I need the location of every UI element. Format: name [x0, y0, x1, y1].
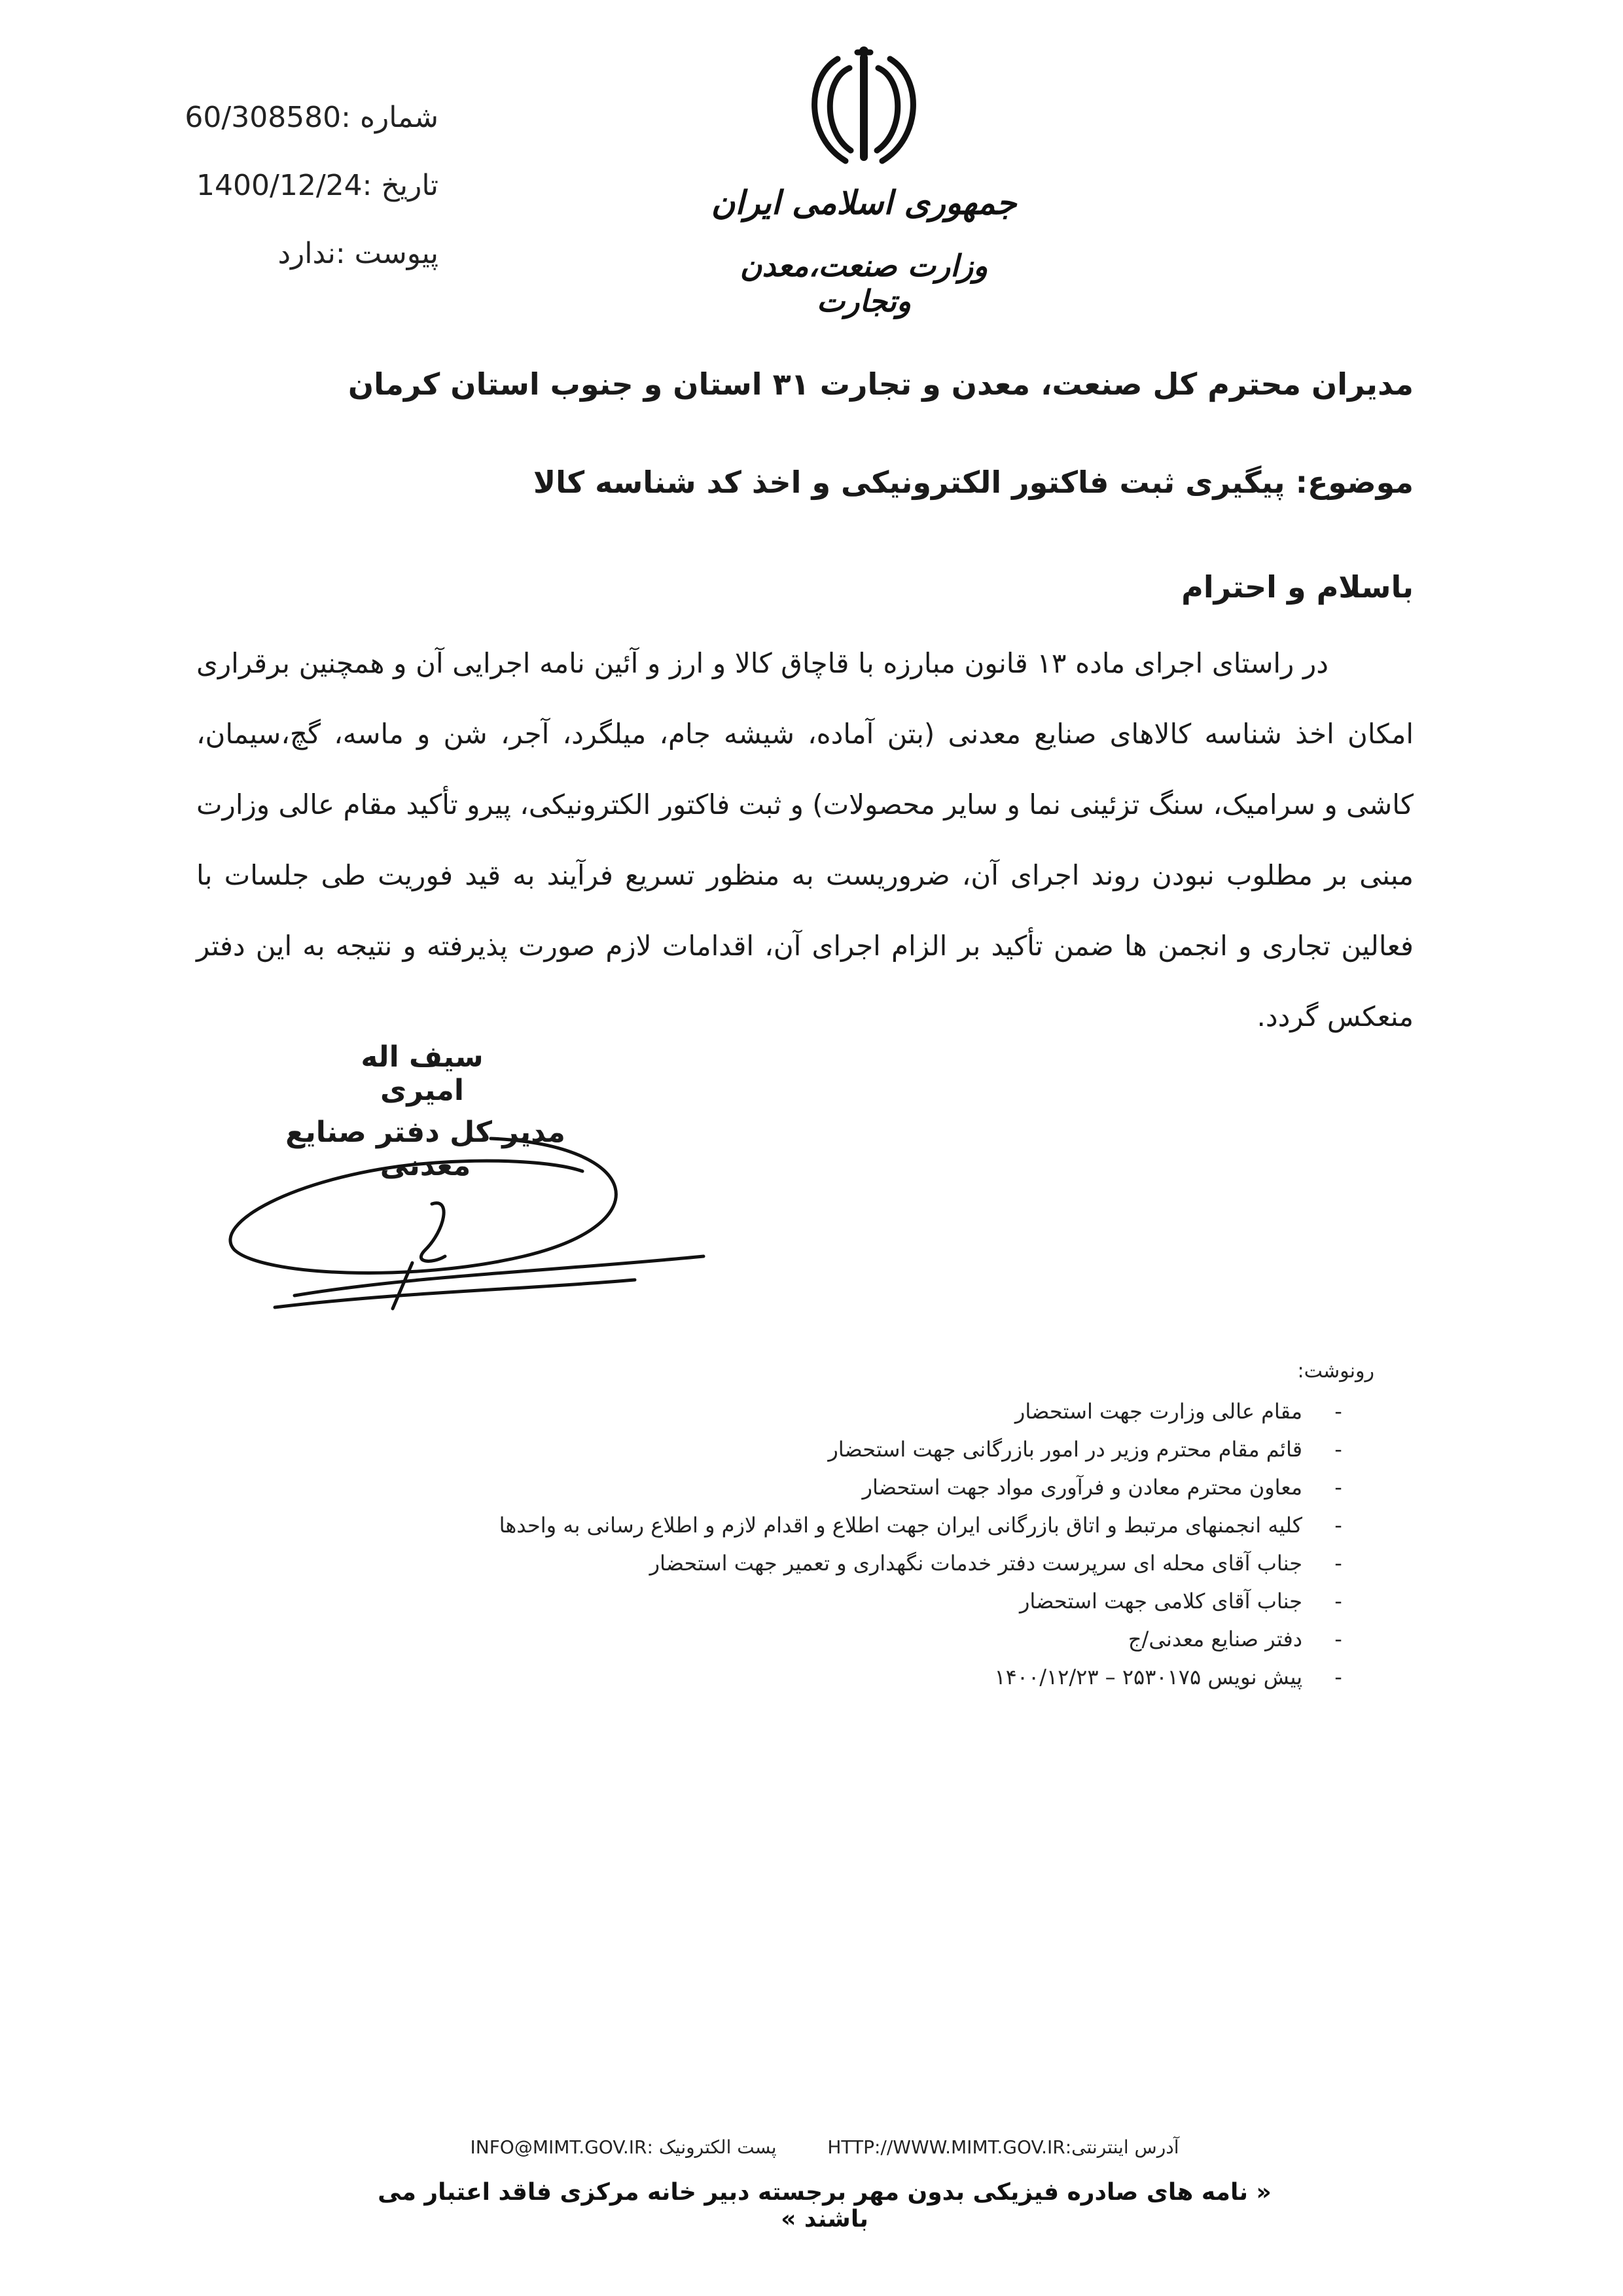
- cc-dash: -: [1334, 1589, 1342, 1614]
- cc-item-text: دفتر صنایع معدنی/ج: [1128, 1627, 1302, 1651]
- cc-item: [393, 1430, 1374, 1468]
- cc-dash: -: [1334, 1551, 1342, 1576]
- cc-dash: -: [1334, 1399, 1342, 1424]
- cc-dash: -: [1334, 1437, 1342, 1462]
- letter-number: [111, 92, 438, 160]
- letterhead: [707, 39, 1021, 319]
- cc-dash: -: [1334, 1627, 1342, 1651]
- letter-recipient: مدیران محترم کل صنعت، معدن و تجارت ۳۱ استان و جنوب استان کرمان: [348, 366, 1414, 402]
- cc-item-text: پیش نویس ۲۵۳۰۱۷۵ – ۱۴۰۰/۱۲/۲۳: [994, 1665, 1302, 1689]
- cc-item-text: کلیه انجمنهای مرتبط و اتاق بازرگانی ایران جهت اطلاع و اقدام لازم و اطلاع رسانی به واحدها: [499, 1513, 1302, 1538]
- email-link[interactable]: INFO@MIMT.GOV.IR: [470, 2136, 647, 2158]
- footer-notice: « نامه های صادره فیزیکی بدون مهر برجسته دبیر خانه مرکزی فاقد اعتبار می باشند »: [378, 2179, 1272, 2233]
- signatory-name: سیف اله امیری: [361, 1040, 484, 1107]
- letter-attachment-value: ندارد: [277, 237, 336, 270]
- signatory-title: مدیر کل دفتر صنایع معدنی: [285, 1116, 565, 1182]
- cc-dash: -: [1334, 1475, 1342, 1500]
- letter-date-label: تاریخ :: [362, 169, 438, 202]
- letter-meta: [111, 92, 438, 296]
- letter-body-text: در راستای اجرای ماده ۱۳ قانون مبارزه با قاچاق کالا و ارز و آئین نامه اجرایی آن و همچنین برقراری امکان اخذ شناسه کالاهای صنایع معدنی (بتن آماده، شیشه جام، میلگرد، آجر، شن و ماسه، گچ،سیمان، کاشی و سرامیک، سنگ تزئینی نما و سایر محصولات) و ثبت فاکتور الکترونیکی، پیرو تأکید مقام عالی وزارت مبنی بر مطلوب نبودن روند اجرای آن، ضروریست به منظور تسریع فرآیند به قید فوریت طی جلسات با فعالین تجاری و انجمن ها ضمن تأکید بر الزام اجرای آن، اقدامات لازم صورت پذیرفته و نتیجه به این دفتر منعکس گردد.: [196, 647, 1414, 1033]
- cc-item: [393, 1620, 1374, 1658]
- cc-dash: -: [1334, 1513, 1342, 1538]
- cc-title: رونوشت:: [1297, 1360, 1374, 1383]
- cc-item-text: جناب آقای کلامی جهت استحضار: [1019, 1589, 1302, 1614]
- cc-item-text: قائم مقام محترم وزیر در امور بازرگانی جهت استحضار: [828, 1437, 1302, 1462]
- letter-body: [196, 628, 1414, 1052]
- letter-subject: موضوع: پیگیری ثبت فاکتور الکترونیکی و اخذ کد شناسه کالا: [533, 465, 1414, 500]
- cc-list: [393, 1392, 1374, 1696]
- cc-item: [393, 1544, 1374, 1582]
- iran-emblem-icon: [798, 39, 929, 170]
- cc-item: [393, 1392, 1374, 1430]
- cc-item-text: جناب آقای محله ای سرپرست دفتر خدمات نگهداری و تعمیر جهت استحضار: [649, 1551, 1302, 1576]
- cc-item-text: مقام عالی وزارت جهت استحضار: [1014, 1399, 1302, 1424]
- website-label: آدرس اینترنتی:: [1065, 2136, 1179, 2158]
- cc-item: [393, 1658, 1374, 1696]
- footer-contacts: [393, 2136, 1257, 2158]
- cc-item: [393, 1506, 1374, 1544]
- website-link[interactable]: HTTP://WWW.MIMT.GOV.IR: [827, 2136, 1065, 2158]
- letter-greeting: باسلام و احترام: [1181, 569, 1414, 605]
- ministry-name: وزارت صنعت،معدن وتجارت: [740, 248, 988, 319]
- letter-date-value: 1400/12/24: [196, 169, 363, 202]
- email-label: پست الکترونیک :: [647, 2136, 777, 2158]
- cc-dash: -: [1334, 1665, 1342, 1689]
- cc-item: [393, 1582, 1374, 1620]
- cc-item: [393, 1468, 1374, 1506]
- letter-number-label: شماره :: [341, 101, 438, 134]
- letter-date: [111, 160, 438, 228]
- letter-attachment-label: پیوست :: [335, 237, 438, 270]
- letter-number-value: 60/308580: [185, 101, 342, 134]
- cc-item-text: معاون محترم معادن و فرآوری مواد جهت استحضار: [862, 1475, 1302, 1500]
- country-name: جمهوری اسلامی ایران: [711, 183, 1017, 222]
- letter-attachment: [111, 228, 438, 296]
